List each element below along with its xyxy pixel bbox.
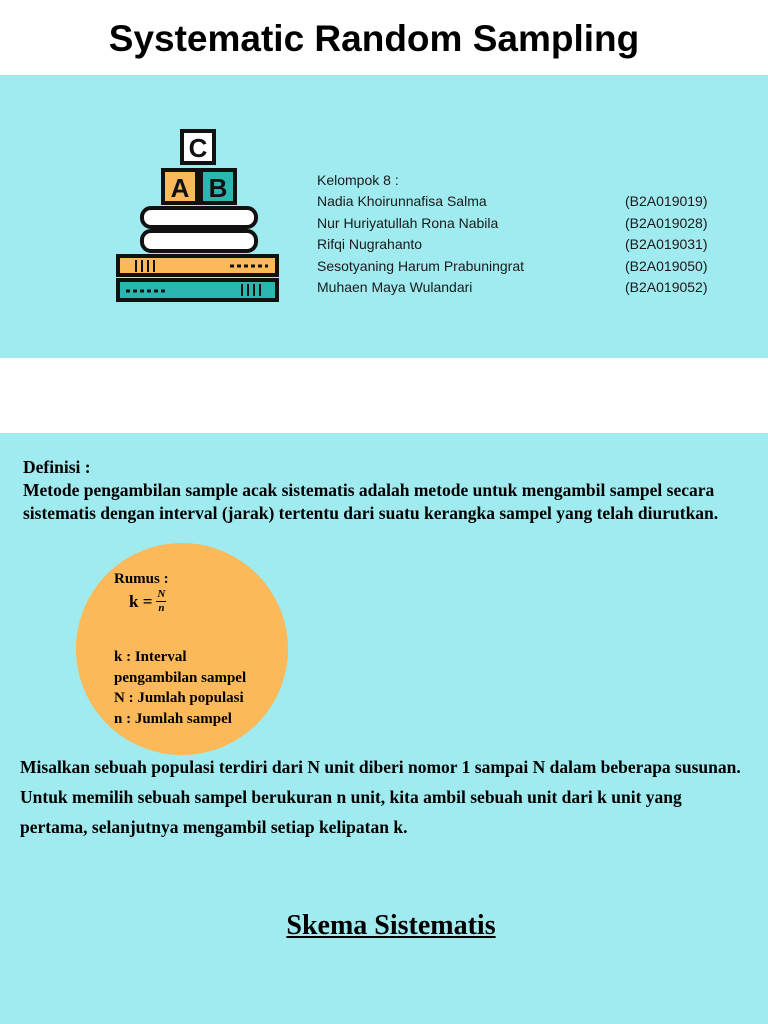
legend-line: N : Jumlah populasi [114,690,244,706]
explanation-text: Misalkan sebuah populasi terdiri dari N unit diberi nomor 1 sampai N dalam beberapa susunan. Untuk memilih sebuah sampel berukuran n unit, kita ambil sebuah unit dari k unit yang pertama, selanjutnya mengambil setiap kelipatan k. [20,757,741,837]
formula-label: Rumus : [114,571,169,587]
member-name: Muhaen Maya Wulandari [317,279,473,295]
member-nim: (B2A019050) [625,257,708,274]
member-row [317,213,737,235]
member-name: Rifqi Nugrahanto [317,236,423,252]
group-label: Kelompok 8 : [317,172,399,188]
legend-line: k : Interval [114,649,187,665]
formula-expression [129,588,166,615]
member-row [317,234,737,256]
member-nim: (B2A019019) [625,193,708,209]
block-b-letter: B [208,173,228,203]
member-nim: (B2A019031) [625,236,708,252]
member-name: Nadia Khoirunnafisa Salma [317,193,487,209]
member-name: Sesotyaning Harum Prabuningrat [317,257,525,274]
member-nim: (B2A019028) [625,214,708,231]
formula-denominator: n [158,602,165,614]
scheme-heading: Skema Sistematis [286,910,496,941]
member-row [317,256,737,278]
legend-line: n : Jumlah sampel [114,710,232,727]
member-row [317,277,737,299]
legend-line: pengambilan sampel [114,669,247,686]
formula-lhs: k = [129,591,153,611]
member-name: Nur Huriyatullah Rona Nabila [317,214,499,231]
block-a-letter: A [170,173,190,203]
explanation-block [20,752,750,842]
group-members [317,170,737,299]
member-row [317,191,737,213]
abc-blocks-books-icon [110,125,290,310]
formula-legend [114,647,284,729]
formula-numerator: N [157,588,166,600]
definition-text: Metode pengambilan sample acak sistematis adalah metode untuk mengambil sampel secara sistematis dengan interval (jarak) tertentu dari suatu kerangka sampel yang telah diurutkan. [23,480,719,523]
definition-heading: Definisi : [23,457,91,477]
block-c-letter: C [188,133,208,163]
member-nim: (B2A019052) [625,279,708,295]
page-title: Systematic Random Sampling [108,18,640,59]
formula-fraction [156,588,166,615]
definition-block [23,456,743,525]
